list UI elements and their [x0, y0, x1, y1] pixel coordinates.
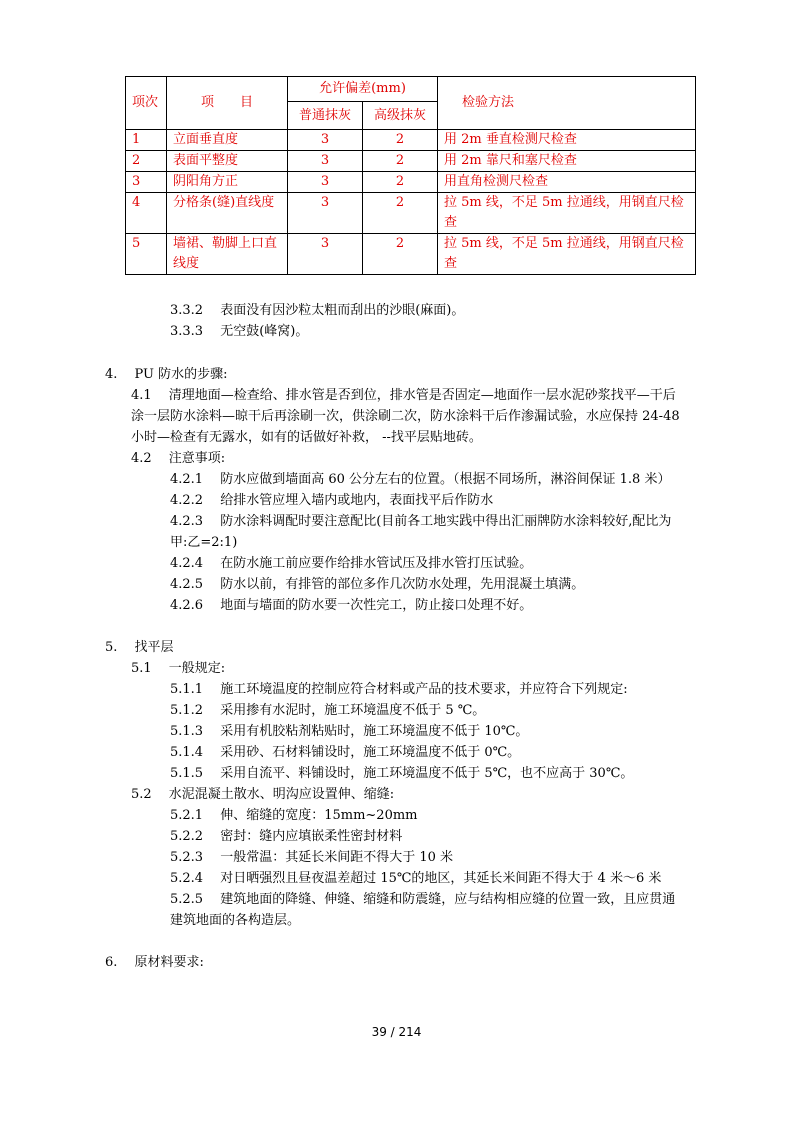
clause-4-2-2: 4.2.2 给排水管应埋入墙内或地内，表面找平后作防水	[170, 493, 494, 508]
table-row	[126, 172, 696, 193]
row-method: 拉 5m 线，不足 5m 拉通线，用钢直尺检查	[438, 193, 696, 234]
clause-4-2-3-line-2: 甲:乙=2:1)	[170, 535, 238, 550]
header-tolerance: 允许偏差(mm)	[288, 77, 438, 102]
clause-4-2-6: 4.2.6 地面与墙面的防水要一次性完工，防止接口处理不好。	[170, 598, 533, 613]
table-header-row	[126, 77, 696, 102]
row-method: 拉 5m 线，不足 5m 拉通线，用钢直尺检查	[438, 234, 696, 275]
row-item: 立面垂直度	[167, 130, 288, 151]
clause-3-3-2: 3.3.2 表面没有因沙粒太粗而刮出的沙眼(麻面)。	[170, 303, 465, 318]
clause-5-2-2: 5.2.2 密封：缝内应填嵌柔性密封材料	[170, 829, 403, 844]
clause-5-2-5-line-1: 5.2.5 建筑地面的降缝、伸缝、缩缝和防震缝，应与结构相应缝的位置一致，且应贯通	[170, 892, 676, 907]
row-advanced: 2	[363, 193, 438, 234]
clause-4-2-5: 4.2.5 防水以前，有排管的部位多作几次防水处理，先用混凝土填满。	[170, 577, 585, 592]
tolerance-table	[125, 76, 696, 275]
clause-5-2-3: 5.2.3 一般常温：其延长米间距不得大于 10 米	[170, 850, 454, 865]
clause-4-2-3-line-1: 4.2.3 防水涂料调配时要注意配比(目前各工地实践中得出汇丽牌防水涂料较好,配比为	[170, 514, 672, 529]
row-advanced: 2	[363, 130, 438, 151]
clause-5-1-2: 5.1.2 采用掺有水泥时，施工环境温度不低于 5 ℃。	[170, 703, 486, 718]
header-item: 项 目	[167, 77, 288, 130]
clause-5-2-4: 5.2.4 对日晒强烈且昼夜温差超过 15℃的地区，其延长米间距不得大于 4 米～6 米	[170, 871, 662, 886]
clause-5-1-5: 5.1.5 采用自流平、料铺设时，施工环境温度不低于 5℃，也不应高于 30℃。	[170, 766, 634, 781]
clause-5-2-1: 5.2.1 伸、缩缝的宽度：15mm~20mm	[170, 808, 418, 823]
clause-4-1-line-3: 小时—检查有无露水，如有的话做好补救， --找平层贴地砖。	[131, 430, 482, 445]
row-advanced: 2	[363, 172, 438, 193]
clause-3-3-3: 3.3.3 无空鼓(峰窝)。	[170, 324, 309, 339]
header-no: 项次	[126, 77, 167, 130]
clause-5-1-1: 5.1.1 施工环境温度的控制应符合材料或产品的技术要求，并应符合下列规定:	[170, 682, 628, 697]
row-method: 用直角检测尺检查	[438, 172, 696, 193]
row-normal: 3	[288, 234, 363, 275]
row-advanced: 2	[363, 151, 438, 172]
table-row	[126, 234, 696, 275]
row-no: 3	[126, 172, 167, 193]
clause-4-2-4: 4.2.4 在防水施工前应要作给排水管试压及排水管打压试验。	[170, 556, 533, 571]
clause-5-1: 5.1 一般规定:	[131, 661, 226, 676]
table-row	[126, 193, 696, 234]
header-advanced: 高级抹灰	[363, 102, 438, 130]
table-row	[126, 151, 696, 172]
row-advanced: 2	[363, 234, 438, 275]
row-item: 阴阳角方正	[167, 172, 288, 193]
row-no: 1	[126, 130, 167, 151]
row-item: 分格条(缝)直线度	[167, 193, 288, 234]
row-item: 表面平整度	[167, 151, 288, 172]
header-method: 检验方法	[438, 77, 696, 130]
section-5-heading: 5. 找平层	[105, 640, 174, 655]
section-6-heading: 6. 原材料要求:	[105, 955, 204, 970]
row-item: 墙裙、勒脚上口直线度	[167, 234, 288, 275]
clause-5-1-4: 5.1.4 采用砂、石材料铺设时，施工环境温度不低于 0℃。	[170, 745, 521, 760]
row-normal: 3	[288, 193, 363, 234]
row-normal: 3	[288, 151, 363, 172]
row-normal: 3	[288, 130, 363, 151]
row-no: 4	[126, 193, 167, 234]
row-method: 用 2m 靠尺和塞尺检查	[438, 151, 696, 172]
header-normal: 普通抹灰	[288, 102, 363, 130]
clause-5-2-5-line-2: 建筑地面的各构造层。	[170, 913, 301, 928]
table-row	[126, 130, 696, 151]
clause-5-2: 5.2 水泥混凝土散水、明沟应设置伸、缩缝:	[131, 787, 395, 802]
clause-4-2: 4.2 注意事项:	[131, 451, 226, 466]
clause-4-2-1: 4.2.1 防水应做到墙面高 60 公分左右的位置。（根据不同场所，淋浴间保证 1.8 米）	[170, 472, 671, 487]
row-method: 用 2m 垂直检测尺检查	[438, 130, 696, 151]
row-no: 2	[126, 151, 167, 172]
clause-5-1-3: 5.1.3 采用有机胶粘剂粘贴时，施工环境温度不低于 10℃。	[170, 724, 529, 739]
row-normal: 3	[288, 172, 363, 193]
row-no: 5	[126, 234, 167, 275]
clause-4-1-line-2: 涂一层防水涂料—晾干后再涂刷一次，供涂刷二次，防水涂料干后作渗漏试验，水应保持 24-48	[131, 409, 680, 424]
section-4-heading: 4. PU 防水的步骤:	[105, 367, 228, 382]
page-number: 39 / 214	[371, 1025, 422, 1039]
clause-4-1-line-1: 4.1 清理地面—检查给、排水管是否到位，排水管是否固定—地面作一层水泥砂浆找平—干后	[131, 388, 676, 403]
